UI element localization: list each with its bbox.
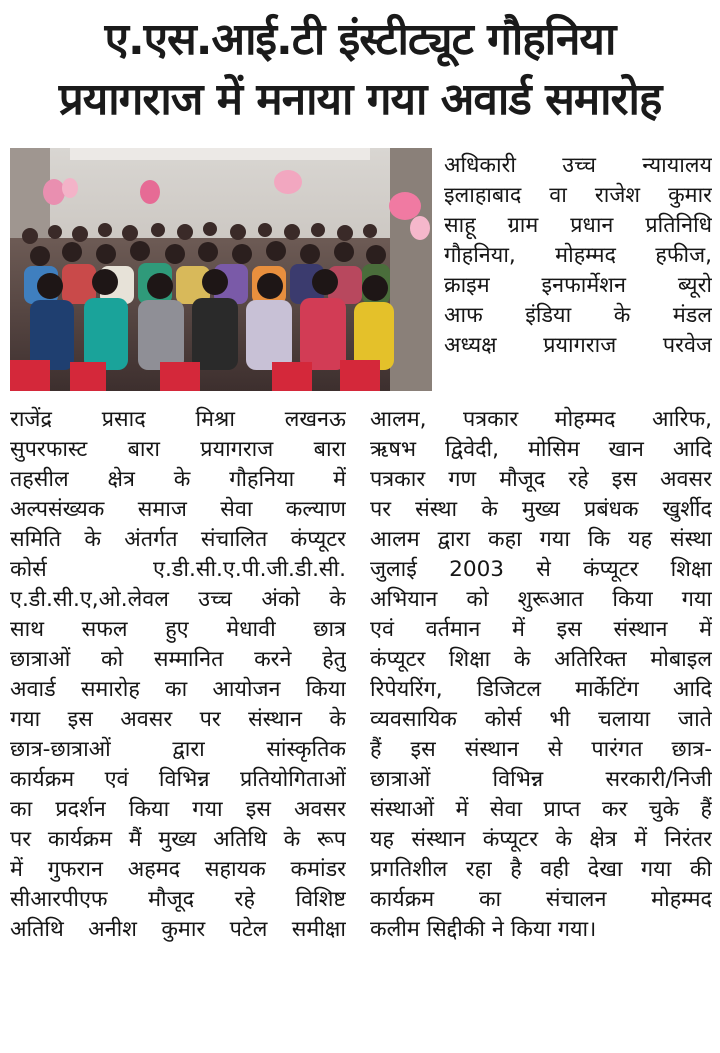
- article-line: तहसील क्षेत्र के गौहनिया में: [10, 467, 346, 492]
- article-line: पर संस्था के मुख्य प्रबंधक खुर्शीद: [370, 497, 712, 522]
- article-line: गया इस अवसर पर संस्थान के: [10, 707, 346, 732]
- article-line: समिति के अंतर्गत संचालित कंप्यूटर: [10, 527, 346, 552]
- article-line: कलीम सिद्दीकी ने किया गया।: [370, 917, 597, 942]
- article-line: क्राइम इनफार्मेशन ब्यूरो: [444, 273, 712, 298]
- article-column-left: [10, 405, 346, 945]
- audience-photo-icon: [10, 148, 432, 391]
- article-line: गौहनिया, मोहम्मद हफीज,: [444, 243, 712, 268]
- article-line: कोर्स ए.डी.सी.ए.पी.जी.डी.सी.: [10, 557, 346, 582]
- article-line: ए.डी.सी.ए,ओ.लेवल उच्च अंको के: [10, 587, 346, 612]
- article-line: जुलाई 2003 से कंप्यूटर शिक्षा: [370, 557, 712, 582]
- article-line: छात्र-छात्राओं द्वारा सांस्कृतिक: [10, 737, 346, 762]
- article-line: आफ इंडिया के मंडल: [444, 303, 712, 328]
- article-line: पर कार्यक्रम मैं मुख्य अतिथि के रूप: [10, 827, 346, 852]
- headline-line-1: ए.एस.आई.टी इंस्टीट्यूट गौहनिया: [104, 14, 616, 65]
- article-line: ऋषभ द्विवेदी, मोसिम खान आदि: [370, 437, 712, 462]
- article-line: व्यवसायिक कोर्स भी चलाया जाते: [370, 707, 712, 732]
- article-line: साथ सफल हुए मेधावी छात्र: [10, 617, 346, 642]
- article-line: प्रगतिशील रहा है वही देखा गया की: [370, 857, 712, 882]
- article-line: कार्यक्रम का संचालन मोहम्मद: [370, 887, 712, 912]
- article-line: राजेंद्र प्रसाद मिश्रा लखनऊ: [10, 407, 346, 432]
- article-line: कार्यक्रम एवं विभिन्न प्रतियोगिताओं: [10, 767, 346, 792]
- article-line: आलम द्वारा कहा गया कि यह संस्था: [370, 527, 712, 552]
- article-line: कंप्यूटर शिक्षा के अतिरिक्त मोबाइल: [370, 647, 712, 672]
- headline-line-2: प्रयागराज में मनाया गया अवार्ड समारोह: [58, 74, 662, 125]
- article-line: सुपरफास्ट बारा प्रयागराज बारा: [10, 437, 346, 462]
- article-line: सीआरपीएफ मौजूद रहे विशिष्ट: [10, 887, 346, 912]
- article-line: इलाहाबाद वा राजेश कुमार: [444, 183, 712, 208]
- article-line: पत्रकार गण मौजूद रहे इस अवसर: [370, 467, 712, 492]
- headline: [0, 0, 720, 140]
- article-line: अधिकारी उच्च न्यायालय: [444, 153, 712, 178]
- article-line: साहू ग्राम प्रधान प्रतिनिधि: [444, 213, 712, 238]
- article-line: का प्रदर्शन किया गया इस अवसर: [10, 797, 346, 822]
- article-line: अभियान को शुरूआत किया गया: [370, 587, 712, 612]
- article-line: आलम, पत्रकार मोहम्मद आरिफ,: [370, 407, 712, 432]
- article-line: अवार्ड समारोह का आयोजन किया: [10, 677, 346, 702]
- article-line: हैं इस संस्थान से पारंगत छात्र-: [370, 737, 712, 762]
- article-line: में गुफरान अहमद सहायक कमांडर: [10, 857, 346, 882]
- article-line: छात्राओं को सम्मानित करने हेतु: [10, 647, 346, 672]
- article-line: अध्यक्ष प्रयागराज परवेज: [444, 333, 712, 358]
- article-line: यह संस्थान कंप्यूटर के क्षेत्र में निरंतर: [370, 827, 712, 852]
- article-line: संस्थाओं में सेवा प्राप्त कर चुके हैं: [370, 797, 712, 822]
- audience-photo: [10, 148, 432, 391]
- article-line: अतिथि अनीश कुमार पटेल समीक्षा: [10, 917, 346, 942]
- article-line: एवं वर्तमान में इस संस्थान में: [370, 617, 712, 642]
- article-line: अल्पसंख्यक समाज सेवा कल्याण: [10, 497, 346, 522]
- article-line: छात्राओं विभिन्न सरकारी/निजी: [370, 767, 712, 792]
- article-line: रिपेयरिंग, डिजिटल मार्केटिंग आदि: [370, 677, 712, 702]
- article-column-right-bottom: [370, 405, 712, 945]
- article-column-right-top: [444, 151, 712, 361]
